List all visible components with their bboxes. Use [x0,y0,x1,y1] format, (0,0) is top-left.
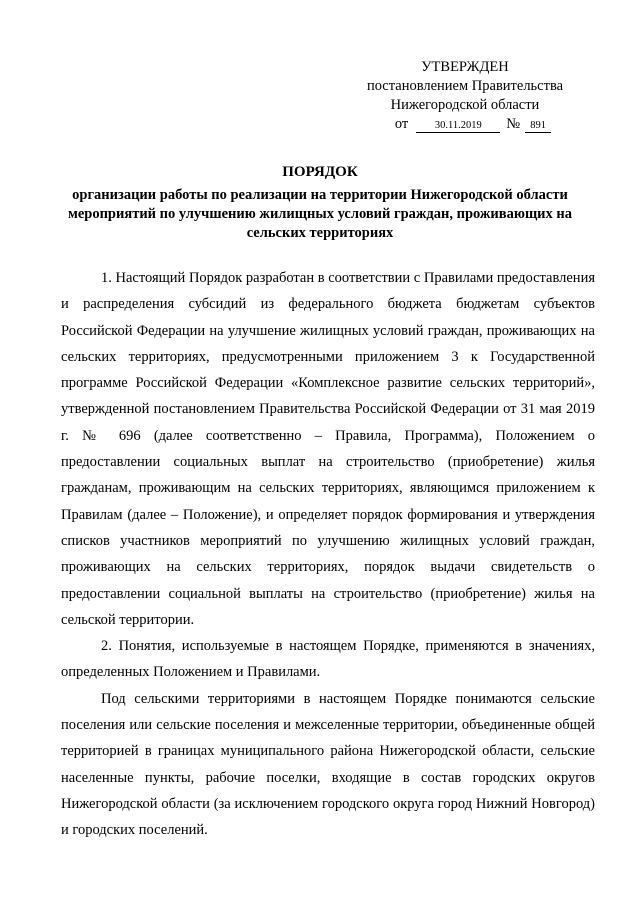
document-subtitle-line-1: организации работы по реализации на территории Нижегородской области [72,187,568,203]
approval-date: 30.11.2019 [416,119,500,133]
document-heading: ПОРЯДОК [282,164,358,180]
document-subtitle-line-2: мероприятий по улучшению жилищных условий граждан, проживающих на [67,206,573,222]
approval-stamp [330,58,600,134]
approval-region: Нижегородской области [390,97,540,113]
paragraph-1: 1. Настоящий Порядок разработан в соответствии с Правилами предоставления и распределения субсидий из федерального бюджета бюджетам субъектов Российской Федерации на улучшение жилищных условий граждан, проживающих на сельских территориях, предусмотренными приложением 3 к Государственной программе Российской Федерации «Комплексное развитие сельских территорий», утвержденной постановлением Правительства Российской Федерации от 31 мая 2019 г. № 696 (далее соответственно – Правила, Программа), Положением о предоставлении социальных выплат на строительство (приобретение) жилья гражданам, проживающим на сельских территориях, являющимся приложением к Правилам (далее – Положение), и определяет порядок формирования и утверждения списков участников мероприятий по улучшению жилищных условий граждан, проживающих на сельских территориях, порядок выдачи свидетельств о предоставлении социальной выплаты на строительство (приобретение) жилья на сельской территории. [61,270,595,628]
approval-status: УТВЕРЖДЕН [421,59,509,75]
approval-number: 891 [525,119,551,133]
number-sign: № [506,116,521,132]
document-body [61,265,595,844]
paragraph-2: 2. Понятия, используемые в настоящем Порядке, применяются в значениях, определенных Положением и Правилами. [61,638,595,681]
approval-date-line [338,115,608,134]
document-title [40,163,600,243]
paragraph-3: Под сельскими территориями в настоящем Порядке понимаются сельские поселения или сельские поселения и межселенные территории, объединенные общей территорией в границах муниципального района Нижегородской области, сельские населенные пункты, рабочие поселки, входящие в состав городских округов Нижегородской области (за исключением городского округа город Нижний Новгород) и городских поселений. [61,690,595,839]
approval-authority: постановлением Правительства [366,78,564,94]
document-subtitle-line-3: сельских территориях [246,225,394,241]
date-prefix: от [394,116,409,132]
